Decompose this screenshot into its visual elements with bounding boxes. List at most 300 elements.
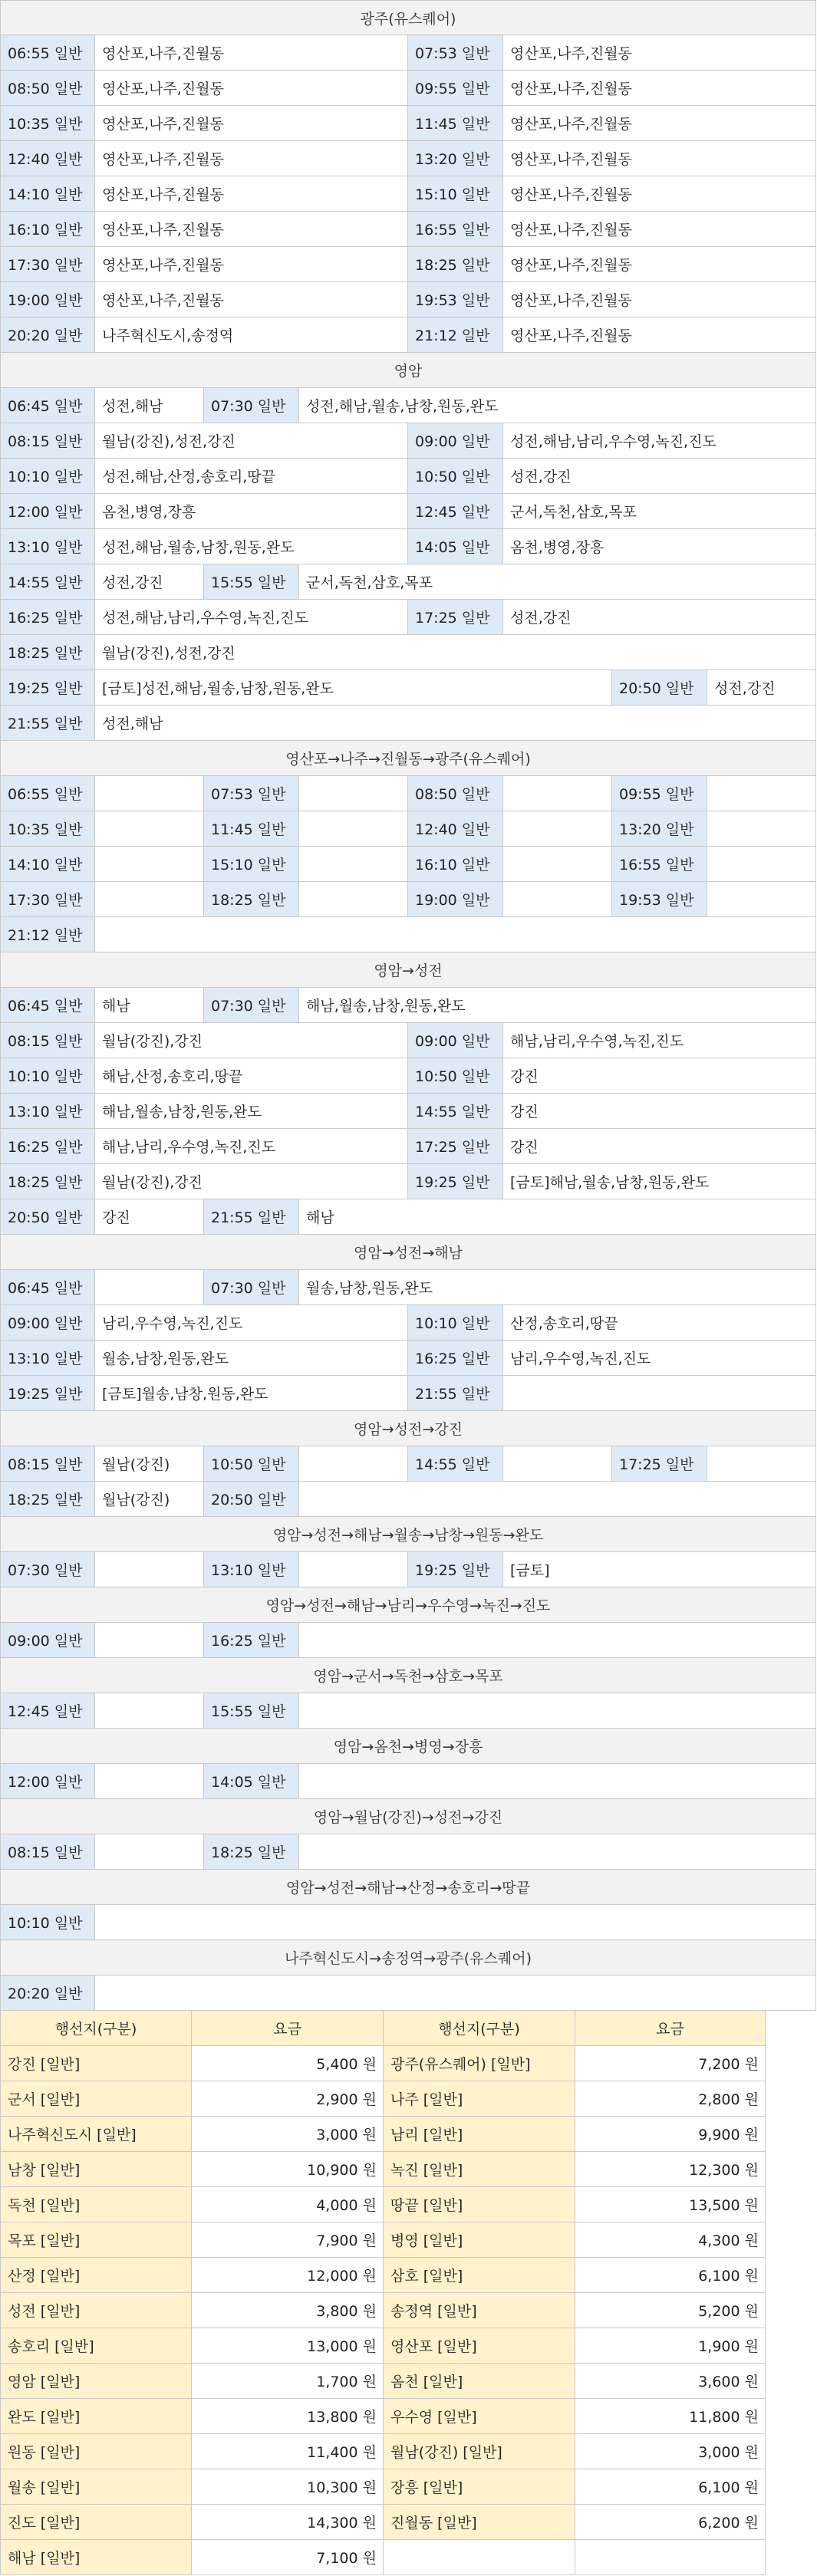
stops-list: 영산포,나주,진월동 (503, 282, 816, 317)
fare-price: 3,000 원 (575, 2434, 766, 2469)
schedule-row (0, 212, 816, 247)
fare-destination (384, 2540, 575, 2575)
fare-table-header (0, 2011, 816, 2046)
departure-time: 21:55 일반 (0, 706, 95, 741)
fare-price: 4,300 원 (575, 2222, 766, 2258)
departure-time: 21:12 일반 (0, 917, 95, 952)
stops-list (95, 1623, 204, 1658)
departure-time: 09:00 일반 (408, 423, 503, 459)
stops-list: 해남,월송,남창,원동,완도 (299, 988, 816, 1023)
fare-price: 1,900 원 (575, 2328, 766, 2364)
schedule-row (0, 670, 816, 706)
stops-list: 해남 (95, 988, 204, 1023)
departure-time: 18:25 일반 (204, 1834, 299, 1870)
stops-list: 남리,우수영,녹진,진도 (95, 1305, 408, 1341)
fare-destination: 원동 [일반] (0, 2434, 192, 2469)
departure-time: 07:30 일반 (0, 1552, 95, 1587)
fare-destination: 송호리 [일반] (0, 2328, 192, 2364)
stops-list: 영산포,나주,진월동 (503, 212, 816, 247)
stops-list (95, 1270, 204, 1305)
section-title: 영암→성전→해남→남리→우수영→녹진→진도 (0, 1587, 816, 1623)
departure-time: 17:30 일반 (0, 882, 95, 917)
schedule-row (0, 388, 816, 423)
schedule-row (0, 1482, 816, 1517)
schedule-row (0, 600, 816, 635)
schedule-row (0, 811, 816, 847)
stops-list (95, 1905, 816, 1940)
schedule-row (0, 1023, 816, 1058)
departure-time: 13:20 일반 (612, 811, 707, 847)
departure-time: 19:25 일반 (0, 1376, 95, 1411)
schedule-row (0, 564, 816, 600)
departure-time: 09:00 일반 (0, 1305, 95, 1341)
stops-list: 영산포,나주,진월동 (95, 212, 408, 247)
stops-list: 해남,남리,우수영,녹진,진도 (95, 1129, 408, 1164)
fare-row (0, 2434, 816, 2469)
fare-destination: 월남(강진) [일반] (384, 2434, 575, 2469)
departure-time: 08:15 일반 (0, 423, 95, 459)
fare-row (0, 2540, 816, 2575)
schedule-row (0, 1341, 816, 1376)
fare-price: 2,900 원 (192, 2081, 384, 2117)
fare-price: 13,000 원 (192, 2328, 384, 2364)
departure-time: 14:55 일반 (408, 1094, 503, 1129)
stops-list: 월송,남창,원동,완도 (299, 1270, 816, 1305)
departure-time: 08:50 일반 (408, 776, 503, 811)
departure-time: 08:15 일반 (0, 1834, 95, 1870)
schedule-row (0, 1552, 816, 1587)
stops-list: 해남,남리,우수영,녹진,진도 (503, 1023, 816, 1058)
departure-time: 10:50 일반 (204, 1446, 299, 1482)
schedule-row (0, 1446, 816, 1482)
departure-time: 15:10 일반 (408, 176, 503, 212)
schedule-row (0, 459, 816, 494)
stops-list: 군서,독천,삼호,목포 (299, 564, 816, 600)
section-title: 영암→군서→독천→삼호→목포 (0, 1658, 816, 1693)
schedule-row (0, 317, 816, 353)
departure-time: 14:05 일반 (408, 529, 503, 564)
departure-time: 07:30 일반 (204, 1270, 299, 1305)
stops-list (707, 882, 816, 917)
schedule-row (0, 1693, 816, 1729)
stops-list (299, 1482, 816, 1517)
fare-destination: 송정역 [일반] (384, 2293, 575, 2328)
schedule-row (0, 423, 816, 459)
fare-row (0, 2364, 816, 2399)
departure-time: 10:35 일반 (0, 106, 95, 141)
fare-header-cell: 요금 (192, 2011, 384, 2046)
fare-row (0, 2222, 816, 2258)
fare-destination: 남리 [일반] (384, 2117, 575, 2152)
departure-time: 20:50 일반 (0, 1199, 95, 1235)
fare-row (0, 2081, 816, 2117)
departure-time: 20:20 일반 (0, 317, 95, 353)
stops-list: 남리,우수영,녹진,진도 (503, 1341, 816, 1376)
departure-time: 10:10 일반 (0, 1905, 95, 1940)
departure-time: 16:55 일반 (612, 847, 707, 882)
stops-list: 영산포,나주,진월동 (95, 35, 408, 71)
departure-time: 11:45 일반 (204, 811, 299, 847)
fare-row (0, 2399, 816, 2434)
departure-time: 13:10 일반 (204, 1552, 299, 1587)
section-title: 영암→성전→해남→월송→남창→원동→완도 (0, 1517, 816, 1552)
stops-list: 강진 (503, 1129, 816, 1164)
departure-time: 18:25 일반 (408, 247, 503, 282)
stops-list: 영산포,나주,진월동 (503, 106, 816, 141)
departure-time: 06:45 일반 (0, 988, 95, 1023)
fare-destination: 군서 [일반] (0, 2081, 192, 2117)
stops-list (95, 882, 204, 917)
fare-row (0, 2046, 816, 2081)
stops-list: 성전,해남,남리,우수영,녹진,진도 (95, 600, 408, 635)
departure-time: 19:53 일반 (408, 282, 503, 317)
fare-destination: 광주(유스퀘어) [일반] (384, 2046, 575, 2081)
fare-destination: 영산포 [일반] (384, 2328, 575, 2364)
fare-price: 7,900 원 (192, 2222, 384, 2258)
departure-time: 21:55 일반 (204, 1199, 299, 1235)
section-title: 영산포→나주→진월동→광주(유스퀘어) (0, 741, 816, 776)
departure-time: 12:45 일반 (408, 494, 503, 529)
departure-time: 18:25 일반 (0, 1482, 95, 1517)
schedule-row (0, 1976, 816, 2011)
schedule-row (0, 1129, 816, 1164)
fare-destination: 해남 [일반] (0, 2540, 192, 2575)
stops-list: 성전,강진 (503, 459, 816, 494)
schedule-row (0, 706, 816, 741)
stops-list (299, 811, 408, 847)
stops-list (503, 776, 612, 811)
departure-time: 19:00 일반 (0, 282, 95, 317)
fare-price: 1,700 원 (192, 2364, 384, 2399)
departure-time: 06:45 일반 (0, 388, 95, 423)
stops-list: 군서,독천,삼호,목포 (503, 494, 816, 529)
stops-list (707, 1446, 816, 1482)
fare-header-cell: 요금 (575, 2011, 766, 2046)
departure-time: 19:25 일반 (408, 1164, 503, 1199)
fare-row (0, 2328, 816, 2364)
fare-price: 10,300 원 (192, 2469, 384, 2505)
stops-list: 월남(강진),성전,강진 (95, 635, 816, 670)
departure-time: 16:25 일반 (408, 1341, 503, 1376)
stops-list: 영산포,나주,진월동 (503, 71, 816, 106)
section-title: 영암 (0, 353, 816, 388)
schedule-row (0, 1305, 816, 1341)
departure-time: 16:55 일반 (408, 212, 503, 247)
stops-list (299, 1446, 408, 1482)
departure-time: 14:55 일반 (408, 1446, 503, 1482)
stops-list (95, 917, 816, 952)
stops-list: 영산포,나주,진월동 (95, 247, 408, 282)
departure-time: 14:55 일반 (0, 564, 95, 600)
fare-header-cell: 행선지(구분) (384, 2011, 575, 2046)
section-title: 영암→성전→해남 (0, 1235, 816, 1270)
departure-time: 20:50 일반 (612, 670, 707, 706)
departure-time: 10:50 일반 (408, 459, 503, 494)
fare-destination: 성전 [일반] (0, 2293, 192, 2328)
fare-price: 6,100 원 (575, 2469, 766, 2505)
departure-time: 20:50 일반 (204, 1482, 299, 1517)
fare-price: 3,600 원 (575, 2364, 766, 2399)
fare-row (0, 2117, 816, 2152)
departure-time: 15:55 일반 (204, 1693, 299, 1729)
fare-destination: 장흥 [일반] (384, 2469, 575, 2505)
schedule-row (0, 71, 816, 106)
stops-list: 성전,해남,남리,우수영,녹진,진도 (503, 423, 816, 459)
fare-row (0, 2469, 816, 2505)
departure-time: 06:55 일반 (0, 35, 95, 71)
fare-row (0, 2293, 816, 2328)
departure-time: 14:05 일반 (204, 1764, 299, 1799)
fare-price: 14,300 원 (192, 2505, 384, 2540)
stops-list (95, 1834, 204, 1870)
stops-list (707, 776, 816, 811)
stops-list: 월송,남창,원동,완도 (95, 1341, 408, 1376)
departure-time: 12:45 일반 (0, 1693, 95, 1729)
stops-list: 월남(강진),성전,강진 (95, 423, 408, 459)
stops-list: 해남,산정,송호리,땅끝 (95, 1058, 408, 1094)
fare-price: 7,100 원 (192, 2540, 384, 2575)
departure-time: 07:53 일반 (204, 776, 299, 811)
fare-price (575, 2540, 766, 2575)
departure-time: 13:20 일반 (408, 141, 503, 176)
departure-time: 17:25 일반 (408, 600, 503, 635)
stops-list (503, 1446, 612, 1482)
fare-row (0, 2258, 816, 2293)
departure-time: 19:25 일반 (0, 670, 95, 706)
departure-time: 12:00 일반 (0, 494, 95, 529)
fare-row (0, 2187, 816, 2222)
schedule-row (0, 282, 816, 317)
stops-list: 강진 (503, 1094, 816, 1129)
departure-time: 09:55 일반 (612, 776, 707, 811)
stops-list (95, 1764, 204, 1799)
section-title: 나주혁신도시→송정역→광주(유스퀘어) (0, 1940, 816, 1976)
fare-price: 11,400 원 (192, 2434, 384, 2469)
fare-destination: 산정 [일반] (0, 2258, 192, 2293)
departure-time: 07:30 일반 (204, 988, 299, 1023)
fare-price: 3,800 원 (192, 2293, 384, 2328)
fare-destination: 옴천 [일반] (384, 2364, 575, 2399)
schedule-row (0, 847, 816, 882)
fare-header-cell: 행선지(구분) (0, 2011, 192, 2046)
stops-list (95, 1552, 204, 1587)
fare-destination: 완도 [일반] (0, 2399, 192, 2434)
departure-time: 14:10 일반 (0, 176, 95, 212)
stops-list: 월남(강진),강진 (95, 1023, 408, 1058)
schedule-row (0, 247, 816, 282)
section-title: 영암→성전→강진 (0, 1411, 816, 1446)
departure-time: 10:10 일반 (0, 459, 95, 494)
departure-time: 11:45 일반 (408, 106, 503, 141)
section-title: 영암→성전→해남→산정→송호리→땅끝 (0, 1870, 816, 1905)
departure-time: 16:25 일반 (204, 1623, 299, 1658)
stops-list (299, 1764, 816, 1799)
stops-list: 월남(강진) (95, 1446, 204, 1482)
stops-list (503, 1376, 816, 1411)
departure-time: 16:10 일반 (408, 847, 503, 882)
fare-destination: 월송 [일반] (0, 2469, 192, 2505)
stops-list: [금토]해남,월송,남창,원동,완도 (503, 1164, 816, 1199)
stops-list: 해남 (299, 1199, 816, 1235)
schedule-row (0, 1623, 816, 1658)
fare-destination: 진도 [일반] (0, 2505, 192, 2540)
stops-list (503, 882, 612, 917)
departure-time: 09:00 일반 (408, 1023, 503, 1058)
departure-time: 19:53 일반 (612, 882, 707, 917)
schedule-row (0, 1764, 816, 1799)
departure-time: 09:55 일반 (408, 71, 503, 106)
departure-time: 06:45 일반 (0, 1270, 95, 1305)
section-title: 광주(유스퀘어) (0, 0, 816, 35)
stops-list: 월남(강진),강진 (95, 1164, 408, 1199)
fare-row (0, 2152, 816, 2187)
fare-price: 2,800 원 (575, 2081, 766, 2117)
fare-destination: 독천 [일반] (0, 2187, 192, 2222)
stops-list: 영산포,나주,진월동 (503, 317, 816, 353)
stops-list: 강진 (95, 1199, 204, 1235)
departure-time: 10:10 일반 (0, 1058, 95, 1094)
departure-time: 20:20 일반 (0, 1976, 95, 2011)
fare-destination: 삼호 [일반] (384, 2258, 575, 2293)
section-title: 영암→옴천→병영→장흥 (0, 1729, 816, 1764)
departure-time: 16:10 일반 (0, 212, 95, 247)
fare-destination: 진월동 [일반] (384, 2505, 575, 2540)
stops-list: 영산포,나주,진월동 (503, 176, 816, 212)
stops-list: 산정,송호리,땅끝 (503, 1305, 816, 1341)
fare-price: 5,400 원 (192, 2046, 384, 2081)
stops-list: 성전,해남,월송,남창,원동,완도 (299, 388, 816, 423)
stops-list: 성전,해남,월송,남창,원동,완도 (95, 529, 408, 564)
stops-list: [금토] (503, 1552, 816, 1587)
fare-destination: 강진 [일반] (0, 2046, 192, 2081)
stops-list (95, 811, 204, 847)
schedule-row (0, 917, 816, 952)
stops-list: 성전,강진 (503, 600, 816, 635)
stops-list (503, 811, 612, 847)
departure-time: 18:25 일반 (0, 635, 95, 670)
stops-list: 옴천,병영,장흥 (95, 494, 408, 529)
departure-time: 07:53 일반 (408, 35, 503, 71)
stops-list: 영산포,나주,진월동 (95, 176, 408, 212)
stops-list: 영산포,나주,진월동 (503, 141, 816, 176)
fare-destination: 땅끝 [일반] (384, 2187, 575, 2222)
stops-list (299, 882, 408, 917)
schedule-row (0, 141, 816, 176)
departure-time: 17:25 일반 (612, 1446, 707, 1482)
departure-time: 16:25 일반 (0, 600, 95, 635)
fare-destination: 녹진 [일반] (384, 2152, 575, 2187)
departure-time: 08:15 일반 (0, 1023, 95, 1058)
fare-price: 12,300 원 (575, 2152, 766, 2187)
stops-list: 성전,강진 (707, 670, 816, 706)
departure-time: 15:10 일반 (204, 847, 299, 882)
schedule-row (0, 1094, 816, 1129)
stops-list: 영산포,나주,진월동 (95, 141, 408, 176)
fare-price: 13,800 원 (192, 2399, 384, 2434)
stops-list (299, 1623, 816, 1658)
stops-list (299, 1693, 816, 1729)
stops-list: 영산포,나주,진월동 (95, 106, 408, 141)
departure-time: 13:10 일반 (0, 1094, 95, 1129)
schedule-row (0, 106, 816, 141)
fare-destination: 우수영 [일반] (384, 2399, 575, 2434)
fare-destination: 병영 [일반] (384, 2222, 575, 2258)
stops-list (95, 776, 204, 811)
departure-time: 16:25 일반 (0, 1129, 95, 1164)
departure-time: 13:10 일반 (0, 1341, 95, 1376)
departure-time: 13:10 일반 (0, 529, 95, 564)
stops-list (503, 847, 612, 882)
departure-time: 21:12 일반 (408, 317, 503, 353)
schedule-row (0, 1905, 816, 1940)
departure-time: 12:00 일반 (0, 1764, 95, 1799)
stops-list (95, 847, 204, 882)
fare-row (0, 2505, 816, 2540)
departure-time: 17:25 일반 (408, 1129, 503, 1164)
stops-list: 성전,강진 (95, 564, 204, 600)
stops-list: 성전,해남 (95, 706, 816, 741)
schedule-row (0, 988, 816, 1023)
stops-list: 해남,월송,남창,원동,완도 (95, 1094, 408, 1129)
stops-list: 영산포,나주,진월동 (503, 35, 816, 71)
departure-time: 15:55 일반 (204, 564, 299, 600)
stops-list (95, 1693, 204, 1729)
schedule-row (0, 1164, 816, 1199)
stops-list: 영산포,나주,진월동 (95, 282, 408, 317)
fare-price: 6,200 원 (575, 2505, 766, 2540)
departure-time: 07:30 일반 (204, 388, 299, 423)
stops-list: 성전,해남,산정,송호리,땅끝 (95, 459, 408, 494)
fare-price: 7,200 원 (575, 2046, 766, 2081)
fare-price: 5,200 원 (575, 2293, 766, 2328)
schedule-row (0, 1376, 816, 1411)
stops-list: [금토]성전,해남,월송,남창,원동,완도 (95, 670, 612, 706)
fare-destination: 영암 [일반] (0, 2364, 192, 2399)
departure-time: 12:40 일반 (408, 811, 503, 847)
stops-list (299, 847, 408, 882)
stops-list (299, 776, 408, 811)
schedule-row (0, 1058, 816, 1094)
stops-list (299, 1834, 816, 1870)
departure-time: 10:35 일반 (0, 811, 95, 847)
fare-price: 11,800 원 (575, 2399, 766, 2434)
departure-time: 08:15 일반 (0, 1446, 95, 1482)
stops-list (707, 811, 816, 847)
schedule-row (0, 494, 816, 529)
departure-time: 09:00 일반 (0, 1623, 95, 1658)
departure-time: 18:25 일반 (0, 1164, 95, 1199)
stops-list: 옴천,병영,장흥 (503, 529, 816, 564)
fare-price: 13,500 원 (575, 2187, 766, 2222)
section-title: 영암→월남(강진)→성전→강진 (0, 1799, 816, 1834)
schedule-row (0, 1834, 816, 1870)
stops-list: 영산포,나주,진월동 (95, 71, 408, 106)
fare-price: 10,900 원 (192, 2152, 384, 2187)
fare-destination: 남창 [일반] (0, 2152, 192, 2187)
stops-list: 나주혁신도시,송정역 (95, 317, 408, 353)
fare-price: 4,000 원 (192, 2187, 384, 2222)
schedule-row (0, 1199, 816, 1235)
schedule-row (0, 529, 816, 564)
stops-list: [금토]월송,남창,원동,완도 (95, 1376, 408, 1411)
fare-price: 12,000 원 (192, 2258, 384, 2293)
stops-list: 성전,해남 (95, 388, 204, 423)
stops-list: 영산포,나주,진월동 (503, 247, 816, 282)
fare-destination: 나주 [일반] (384, 2081, 575, 2117)
schedule-row (0, 776, 816, 811)
fare-price: 3,000 원 (192, 2117, 384, 2152)
departure-time: 12:40 일반 (0, 141, 95, 176)
